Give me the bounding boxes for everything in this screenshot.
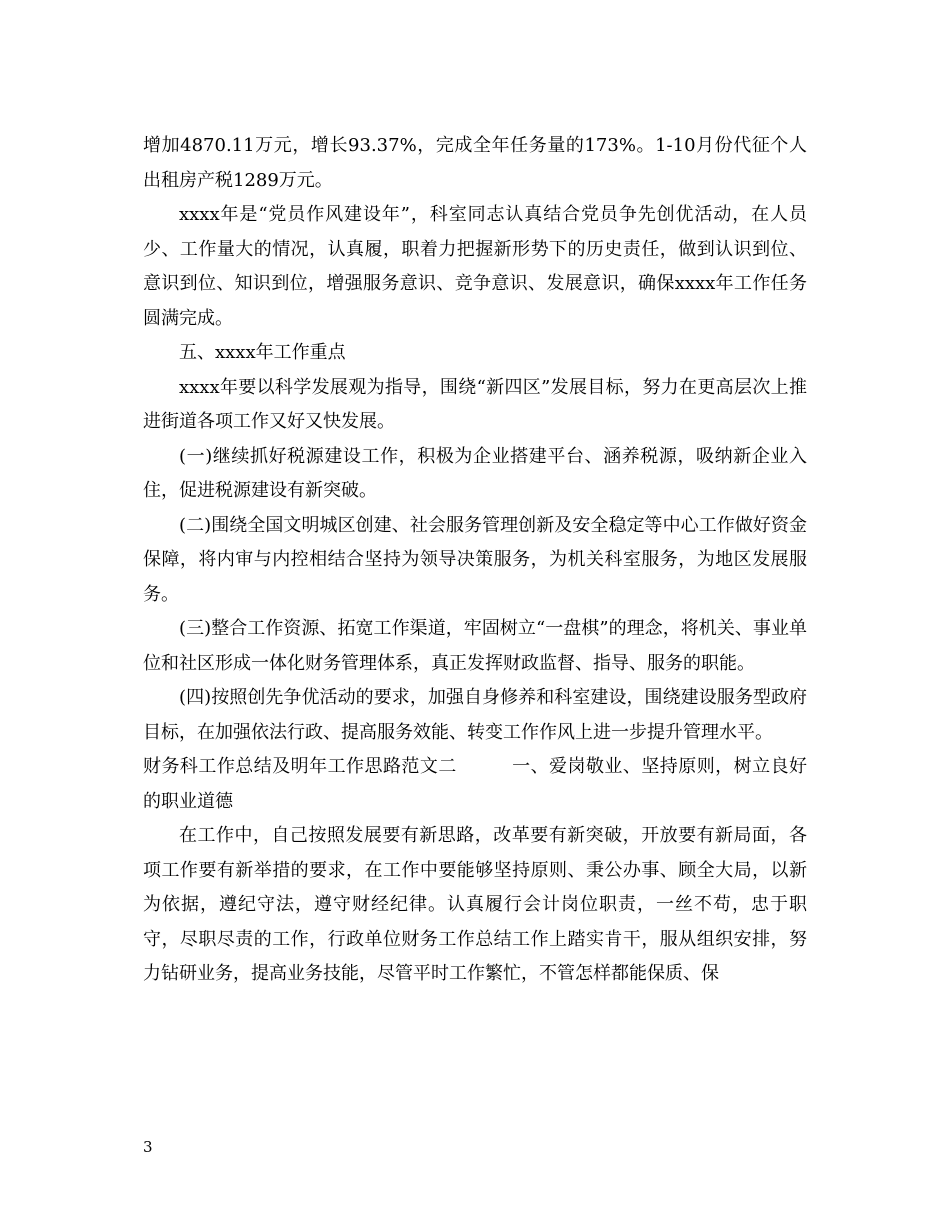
section-heading-5: 五、xxxx年工作重点 xyxy=(179,342,346,363)
list-item-1: (一)继续抓好税源建设工作，积极为企业搭建平台、涵养税源，吸纳新企业入住，促进税源建设有新突破。 xyxy=(143,445,807,501)
paragraph-4: 在工作中，自己按照发展要有新思路，改革要有新突破，开放要有新局面，各项工作要有新举措的要求，在工作中要能够坚持原则、秉公办事、顾全大局，以新为依据，遵纪守法，遵守财经纪律。认真履行会计岗位职责，一丝不苟，忠于职守，尽职尽责的工作，行政单位财务工作总结工作上踏实肯干，服从组织安排，努力钻研业务，提高业务技能，尽管平时工作繁忙，不管怎样都能保质、保 xyxy=(143,825,807,984)
list-item-2: (二)围绕全国文明城区创建、社会服务管理创新及安全稳定等中心工作做好资金保障，将内审与内控相结合坚持为领导决策服务，为机关科室服务，为地区发展服务。 xyxy=(143,514,807,605)
list-item-3: (三)整合工作资源、拓宽工作渠道，牢固树立“一盘棋”的理念，将机关、事业单位和社区形成一体化财务管理体系，真正发挥财政监督、指导、服务的职能。 xyxy=(143,618,807,674)
paragraph-3: xxxx年要以科学发展观为指导，围绕“新四区”发展目标，努力在更高层次上推进街道各项工作又好又快发展。 xyxy=(143,376,807,432)
list-item-4: (四)按照创先争优活动的要求，加强自身修养和科室建设，围绕建设服务型政府目标，在加强依法行政、提高服务效能、转变工作作风上进一步提升管理水平。 xyxy=(143,687,807,743)
paragraph-2: xxxx年是“党员作风建设年”，科室同志认真结合党员争先创优活动，在人员少、工作量大的情况，认真履，职着力把握新形势下的历史责任，做到认识到位、意识到位、知识到位，增强服务意识、竞争意识、发展意识，确保xxxx年工作任务圆满完成。 xyxy=(143,204,807,329)
paragraph-1: 增加4870.11万元，增长93.37%，完成全年任务量的173%。1-10月份代征个人出租房产税1289万元。 xyxy=(143,135,807,191)
page-number: 3 xyxy=(143,1138,153,1156)
document-body xyxy=(143,129,807,992)
article-two-title: 财务科工作总结及明年工作思路范文二 一、爱岗敬业、坚持原则，树立良好的职业道德 xyxy=(143,756,807,812)
